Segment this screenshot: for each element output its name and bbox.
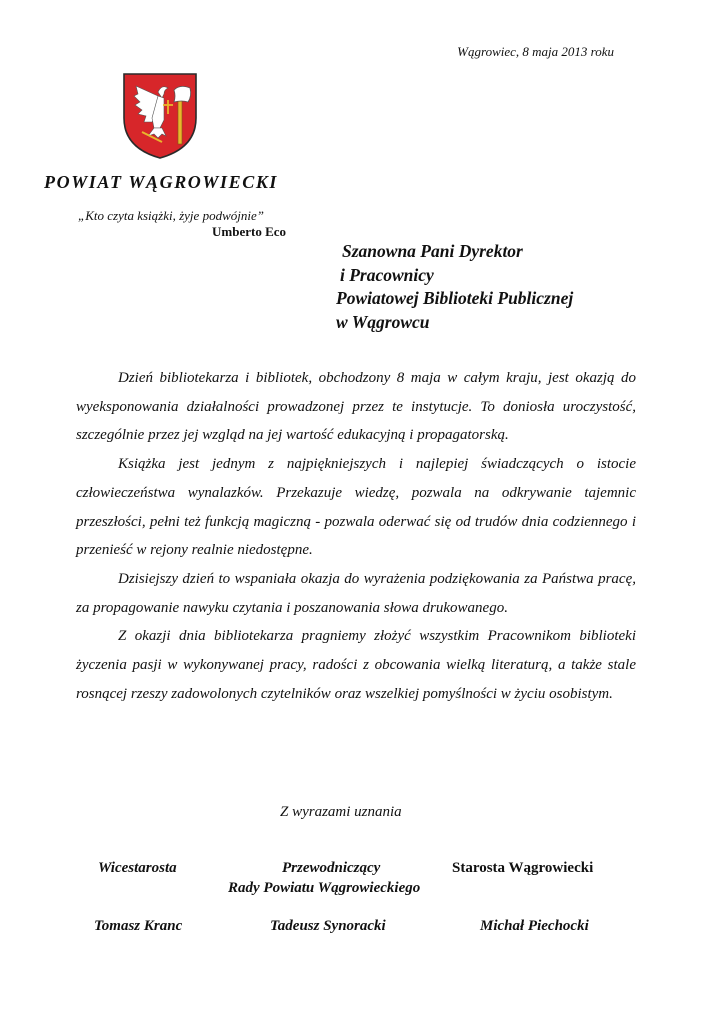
organization-name: POWIAT WĄGROWIECKI [44,172,279,192]
letter-body [76,364,636,708]
place-date: Wągrowiec, 8 maja 2013 roku [457,44,614,59]
body-paragraph: Dzień bibliotekarza i bibliotek, obchodzony 8 maja w całym kraju, jest okazją do wyeksponowania działalności prowadzonej przez te instytucje. To doniosła uroczystość, szczególnie przez jej wzgląd na jej wartość edukacyjną i propagatorską. [76,370,636,444]
body-paragraph: Z okazji dnia bibliotekarza pragniemy złożyć wszystkim Pracownikom biblioteki życzenia pasji w wykonywanej pracy, radości z obcowania wielką literaturą, a także stale rosnącej rzeszy zadowolonych czytelników oraz wszelkiej pomyślności w życiu osobistym. [76,628,636,702]
coat-of-arms-icon [118,72,202,160]
addressee-line: Szanowna Pani Dyrektor [342,241,523,261]
addressee-line: Powiatowej Biblioteki Publicznej [336,288,574,308]
signatory-name-vice: Tomasz Kranc [94,918,183,934]
signatory-name-chair: Tadeusz Synoracki [270,918,386,934]
signatory-title-chair: Przewodniczący [282,860,381,876]
signatory-name-starosta: Michał Piechocki [480,918,589,934]
signatory-title-chair-body: Rady Powiatu Wągrowieckiego [228,880,421,896]
closing-phrase: Z wyrazami uznania [280,804,402,820]
motto: „Kto czyta książki, żyje podwójnie” [78,208,264,223]
motto-author: Umberto Eco [212,224,287,239]
body-paragraph: Książka jest jednym z najpiękniejszych i najlepiej świadczących o istocie człowieczeństwa wynalazków. Przekazuje wiedzę, pozwala na odkrywanie tajemnic przeszłości, pełni też funkcją magiczną - pozwala oderwać się od trudów dnia codziennego i przenieść w rejony realnie niedostępne. [76,456,636,559]
signatory-title-vice: Wicestarosta [98,860,177,876]
body-paragraph: Dzisiejszy dzień to wspaniała okazja do wyrażenia podziękowania za Państwa pracę, za propagowanie nawyku czytania i poszanowania słowa drukowanego. [76,570,636,616]
addressee-line: i Pracownicy [340,265,434,285]
addressee-line: w Wągrowcu [336,312,430,332]
signatory-title-starosta: Starosta Wągrowiecki [452,860,594,876]
